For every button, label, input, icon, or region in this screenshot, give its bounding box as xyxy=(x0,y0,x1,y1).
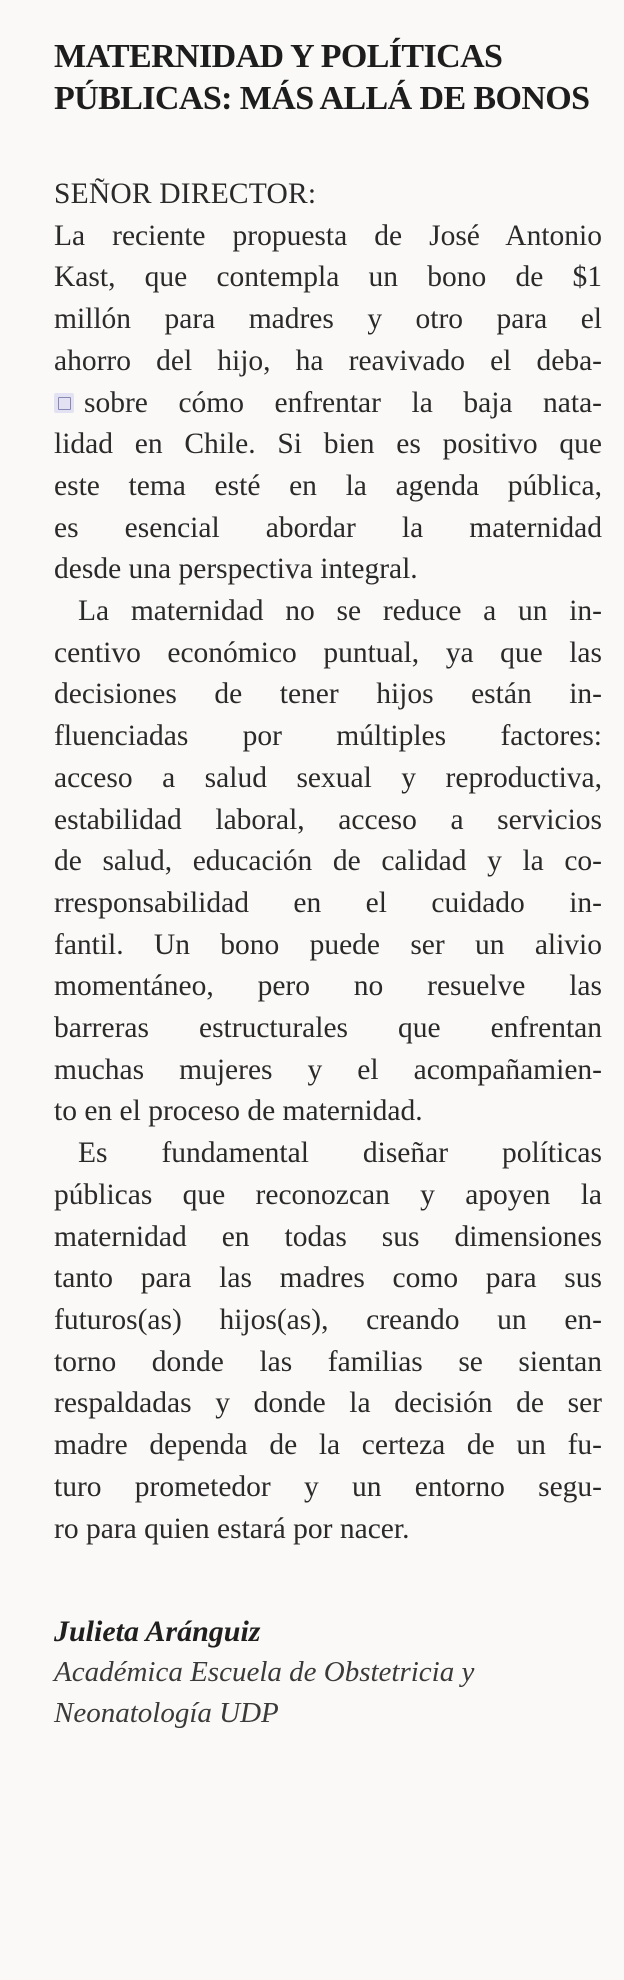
signature-block xyxy=(54,1612,602,1734)
author-role-line: Académica Escuela de Obstetricia y xyxy=(54,1656,475,1689)
paragraph-line: es esencial abordar la maternidad xyxy=(54,511,602,544)
paragraph-line: Es fundamental diseñar políticas xyxy=(78,1137,602,1170)
paragraph-line: lidad en Chile. Si bien es positivo que xyxy=(54,428,602,461)
salutation: SEÑOR DIRECTOR: xyxy=(54,178,317,210)
paragraph-line: barreras estructurales que enfrentan xyxy=(54,1012,602,1045)
paragraph-line: ro para quien estará por nacer. xyxy=(54,1512,410,1545)
headline-line: PÚBLICAS: MÁS ALLÁ DE BONOS xyxy=(54,80,590,117)
paragraph-line: millón para madres y otro para el xyxy=(54,303,602,336)
paragraph-line: este tema esté en la agenda pública, xyxy=(54,469,602,502)
paragraph-line: públicas que reconozcan y apoyen la xyxy=(54,1178,602,1211)
text-selection-marker-icon[interactable] xyxy=(54,391,76,415)
paragraph-line: Kast, que contempla un bono de $1 xyxy=(54,261,602,294)
paragraph-line: estabilidad laboral, acceso a servicios xyxy=(54,803,602,836)
paragraph-2 xyxy=(54,591,602,1133)
author-role-line: Neonatología UDP xyxy=(54,1697,279,1730)
paragraph-line: centivo económico puntual, ya que las xyxy=(54,636,602,669)
paragraph-line: futuros(as) hijos(as), creando un en- xyxy=(54,1303,602,1336)
paragraph-line: fluenciadas por múltiples factores: xyxy=(54,720,602,753)
paragraph-line: La reciente propuesta de José Antonio xyxy=(54,219,602,252)
paragraph-line: tanto para las madres como para sus xyxy=(54,1262,602,1295)
paragraph-line: madre dependa de la certeza de un fu- xyxy=(54,1429,602,1462)
paragraph-1 xyxy=(54,216,602,591)
paragraph-line-text: sobre cómo enfrentar la baja nata- xyxy=(84,386,602,419)
author-name: Julieta Aránguiz xyxy=(54,1615,261,1649)
paragraph-line: momentáneo, pero no resuelve las xyxy=(54,970,602,1003)
paragraph-line: La maternidad no se reduce a un in- xyxy=(78,595,602,628)
paragraph-line: fantil. Un bono puede ser un alivio xyxy=(54,928,602,961)
letter-body xyxy=(54,174,602,1550)
headline-line: MATERNIDAD Y POLÍTICAS xyxy=(54,38,503,75)
letter-headline xyxy=(54,36,602,120)
paragraph-line: to en el proceso de maternidad. xyxy=(54,1095,423,1128)
paragraph-line: rresponsabilidad en el cuidado in- xyxy=(54,886,602,919)
paragraph-line: turo prometedor y un entorno segu- xyxy=(54,1470,602,1503)
paragraph-line: torno donde las familias se sientan xyxy=(54,1345,602,1378)
paragraph-line: maternidad en todas sus dimensiones xyxy=(54,1220,602,1253)
paragraph-line: de salud, educación de calidad y la co- xyxy=(54,845,602,878)
paragraph-line: decisiones de tener hijos están in- xyxy=(54,678,602,711)
paragraph-line: ahorro del hijo, ha reavivado el deba- xyxy=(54,344,602,377)
paragraph-line: desde una perspectiva integral. xyxy=(54,553,418,586)
letter-column xyxy=(54,36,602,1734)
paragraph-line: respaldadas y donde la decisión de ser xyxy=(54,1387,602,1420)
paragraph-line-with-marker xyxy=(54,383,602,425)
paragraph-line: muchas mujeres y el acompañamien- xyxy=(54,1053,602,1086)
paragraph-line: acceso a salud sexual y reproductiva, xyxy=(54,761,602,794)
paragraph-3 xyxy=(54,1133,602,1550)
